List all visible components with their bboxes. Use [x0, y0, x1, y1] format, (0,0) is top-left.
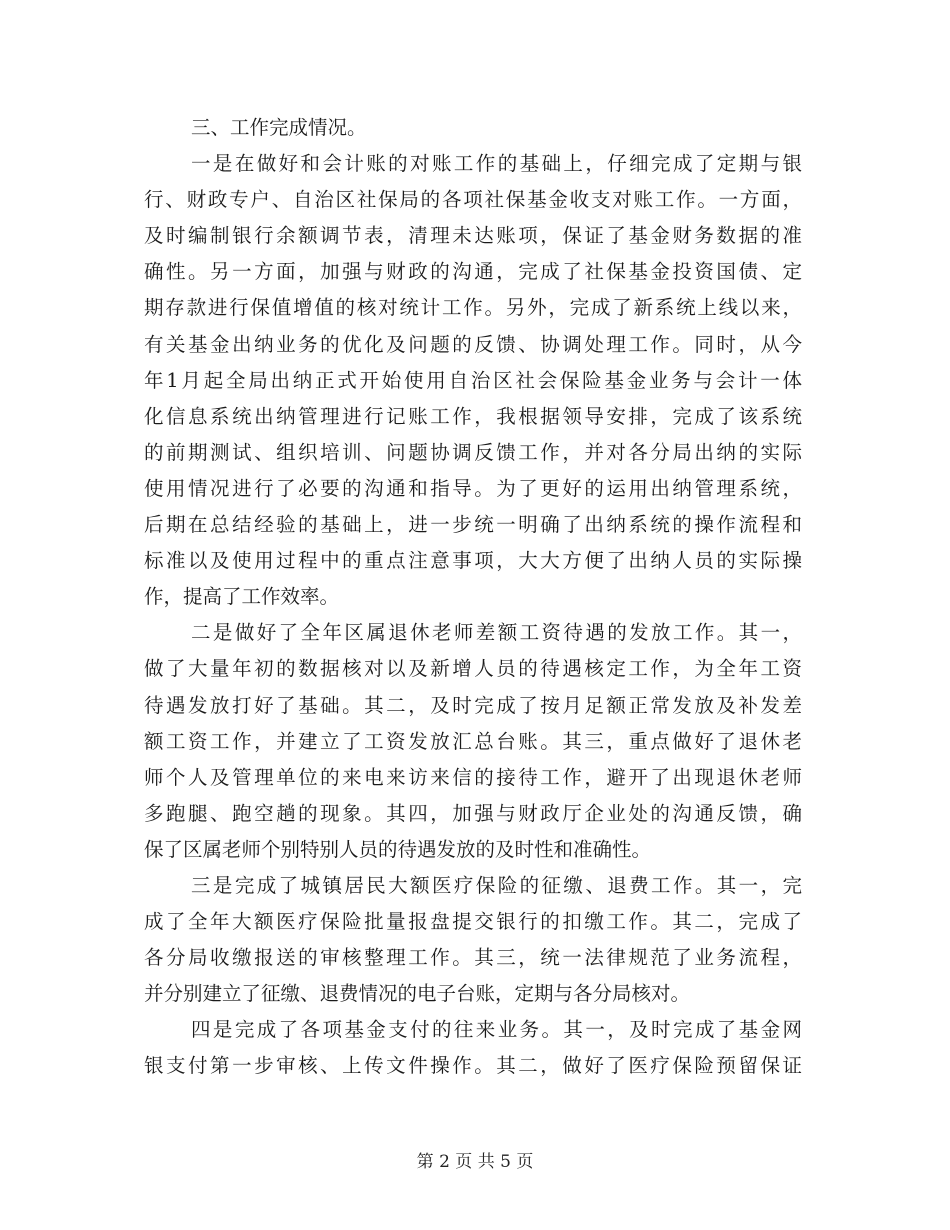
text-line: 化信息系统出纳管理进行记账工作，我根据领导安排，完成了该系统	[144, 404, 802, 428]
text-line: 二是做好了全年区属退休老师差额工资待遇的发放工作。其一，	[191, 621, 802, 645]
text-line: 各分局收缴报送的审核整理工作。其三，统一法律规范了业务流程，	[144, 946, 802, 970]
text-line: 并分别建立了征缴、退费情况的电子台账，定期与各分局核对。	[144, 982, 691, 1006]
text-line: 行、财政专户、自治区社保局的各项社保基金收支对账工作。一方面，	[144, 188, 802, 212]
text-line: 有关基金出纳业务的优化及问题的反馈、协调处理工作。同时，从今	[144, 332, 802, 356]
text-line: 及时编制银行余额调节表，清理未达账项，保证了基金财务数据的准	[144, 224, 802, 248]
text-line: 标准以及使用过程中的重点注意事项，大大方便了出纳人员的实际操	[144, 549, 802, 573]
document-body	[144, 110, 802, 1085]
text-line: 保了区属老师个别特别人员的待遇发放的及时性和准确性。	[144, 837, 652, 861]
page-number-footer: 第 2 页 共 5 页	[416, 1152, 534, 1172]
text-line: 待遇发放打好了基础。其二，及时完成了按月足额正常发放及补发差	[144, 693, 802, 717]
text-line: 银支付第一步审核、上传文件操作。其二，做好了医疗保险预留保证	[144, 1054, 802, 1078]
text-line: 使用情况进行了必要的沟通和指导。为了更好的运用出纳管理系统，	[144, 476, 802, 500]
text-line: 额工资工作，并建立了工资发放汇总台账。其三，重点做好了退休老	[144, 729, 802, 753]
text-line: 期存款进行保值增值的核对统计工作。另外，完成了新系统上线以来，	[144, 296, 802, 320]
text-line: 三、工作完成情况。	[191, 116, 367, 139]
text-line: 的前期测试、组织培训、问题协调反馈工作，并对各分局出纳的实际	[144, 440, 802, 464]
text-line: 做了大量年初的数据核对以及新增人员的待遇核定工作，为全年工资	[144, 657, 802, 681]
text-line: 三是完成了城镇居民大额医疗保险的征缴、退费工作。其一，完	[191, 873, 802, 897]
text-line: 确性。另一方面，加强与财政的沟通，完成了社保基金投资国债、定	[144, 260, 802, 284]
text-line: 后期在总结经验的基础上，进一步统一明确了出纳系统的操作流程和	[144, 513, 802, 537]
text-line: 成了全年大额医疗保险批量报盘提交银行的扣缴工作。其二，完成了	[144, 910, 802, 934]
text-line: 一是在做好和会计账的对账工作的基础上，仔细完成了定期与银	[191, 152, 802, 176]
text-line: 四是完成了各项基金支付的往来业务。其一，及时完成了基金网	[191, 1018, 802, 1042]
text-line: 多跑腿、跑空趟的现象。其四，加强与财政厅企业处的沟通反馈，确	[144, 801, 802, 825]
text-line: 师个人及管理单位的来电来访来信的接待工作，避开了出现退休老师	[144, 765, 802, 789]
text-line: 作，提高了工作效率。	[144, 585, 340, 609]
text-line: 年1月起全局出纳正式开始使用自治区社会保险基金业务与会计一体	[144, 368, 802, 392]
